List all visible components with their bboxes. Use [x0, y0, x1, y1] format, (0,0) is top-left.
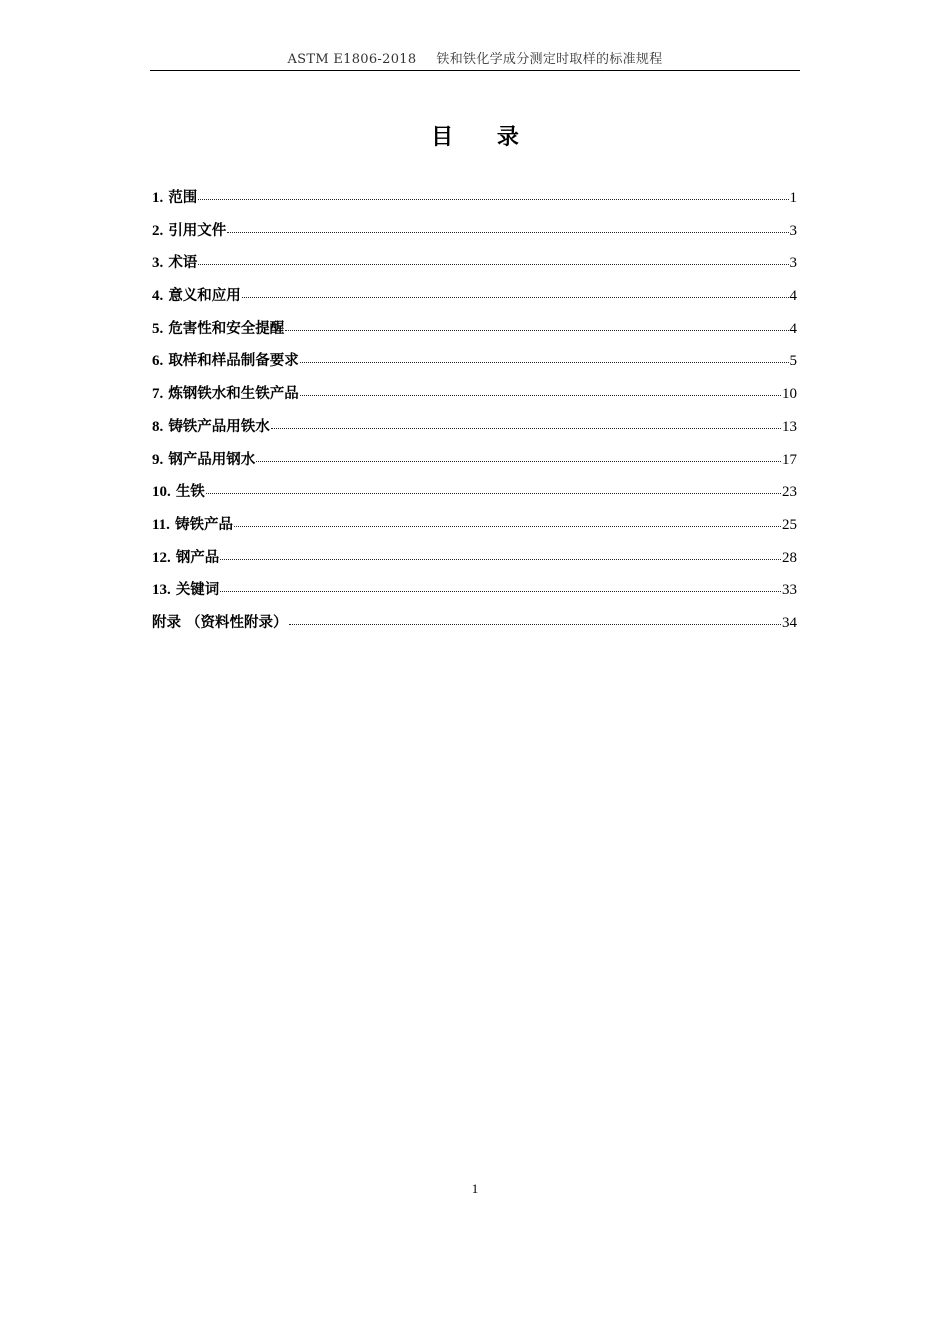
toc-leader-dots	[285, 329, 788, 331]
toc-entry-page: 25	[782, 516, 797, 533]
header-rule	[150, 70, 800, 71]
toc-entry-text: 范围	[168, 190, 198, 206]
toc-entry-label	[152, 186, 197, 207]
toc-entry-page: 10	[782, 386, 797, 403]
toc-leader-dots	[256, 460, 781, 462]
toc-entry[interactable]	[152, 284, 797, 317]
toc-entry-number: 7.	[152, 386, 164, 403]
toc-leader-dots	[242, 296, 789, 298]
toc-entry-number: 1.	[152, 190, 164, 206]
toc-entry-label	[152, 578, 219, 599]
toc-entry-label	[152, 219, 226, 240]
toc-entry-text: 生铁	[175, 484, 205, 501]
toc-title: 目 录	[431, 125, 537, 150]
toc-entry-label	[152, 284, 241, 305]
toc-leader-dots	[300, 361, 789, 363]
toc-entry-page: 1	[789, 190, 797, 206]
toc-entry[interactable]	[152, 317, 797, 350]
toc-entry-number: 8.	[152, 418, 164, 435]
toc-entry-page: 33	[782, 582, 797, 599]
toc-entry[interactable]	[152, 219, 797, 252]
toc-entry-text: 取样和样品制备要求	[168, 353, 299, 370]
toc-entry-label	[152, 382, 299, 403]
toc-entry[interactable]	[152, 251, 797, 284]
toc-entry-page: 3	[789, 222, 797, 239]
toc-entry-number: 3.	[152, 255, 164, 272]
toc-entry-page: 23	[782, 484, 797, 501]
toc-entry-text: 炼钢铁水和生铁产品	[168, 386, 299, 403]
toc-entry-page: 17	[782, 451, 797, 468]
table-of-contents	[152, 186, 797, 644]
toc-entry-page: 5	[789, 353, 797, 370]
toc-entry[interactable]	[152, 611, 797, 644]
toc-entry-text: 附录 （资料性附录）	[152, 614, 288, 631]
toc-entry[interactable]	[152, 513, 797, 546]
toc-entry-page: 13	[782, 418, 797, 435]
toc-entry-label	[152, 448, 255, 469]
toc-entry-text: 铸铁产品	[175, 516, 233, 533]
toc-entry-page: 34	[782, 614, 797, 631]
toc-entry[interactable]	[152, 448, 797, 481]
toc-leader-dots	[198, 263, 788, 265]
toc-leader-dots	[234, 525, 781, 527]
toc-entry-page: 28	[782, 549, 797, 566]
toc-entry-number: 10.	[152, 484, 171, 501]
toc-entry-label	[152, 611, 288, 632]
toc-entry-text: 钢产品	[175, 549, 220, 566]
toc-entry-text: 术语	[168, 255, 198, 272]
toc-leader-dots	[300, 394, 781, 396]
toc-entry[interactable]	[152, 382, 797, 415]
toc-leader-dots	[220, 590, 781, 592]
toc-entry-label	[152, 251, 197, 272]
toc-entry[interactable]	[152, 349, 797, 382]
toc-leader-dots	[227, 231, 788, 233]
toc-entry-text: 危害性和安全提醒	[168, 320, 285, 337]
toc-entry-text: 意义和应用	[168, 288, 241, 305]
toc-leader-dots	[289, 623, 781, 625]
toc-entry-label	[152, 415, 270, 436]
toc-entry-number: 4.	[152, 288, 164, 305]
toc-leader-dots	[271, 427, 781, 429]
toc-entry-label	[152, 546, 219, 567]
toc-entry[interactable]	[152, 480, 797, 513]
toc-entry[interactable]	[152, 546, 797, 579]
toc-entry-text: 钢产品用钢水	[168, 451, 256, 468]
toc-entry-number: 2.	[152, 222, 164, 239]
toc-entry-number: 5.	[152, 320, 164, 337]
toc-entry-page: 3	[789, 255, 797, 272]
toc-entry-number: 6.	[152, 353, 164, 370]
header-standard: ASTM E1806-2018	[287, 52, 417, 67]
toc-entry[interactable]	[152, 415, 797, 448]
page-number: 1	[471, 1181, 479, 1196]
toc-entry-page: 4	[789, 288, 797, 305]
toc-entry-label	[152, 513, 233, 534]
toc-entry-label	[152, 317, 284, 338]
running-header	[150, 48, 800, 67]
toc-entry-label	[152, 349, 299, 370]
toc-leader-dots	[220, 558, 781, 560]
toc-leader-dots	[206, 492, 781, 494]
toc-entry-text: 引用文件	[168, 222, 227, 239]
toc-entry-number: 12.	[152, 549, 171, 566]
toc-entry[interactable]	[152, 186, 797, 219]
toc-leader-dots	[198, 198, 788, 200]
toc-entry-page: 4	[789, 320, 797, 337]
header-title: 铁和铁化学成分测定时取样的标准规程	[436, 52, 663, 67]
toc-entry-number: 9.	[152, 451, 164, 468]
toc-entry-label	[152, 480, 205, 501]
toc-entry-number: 11.	[152, 516, 170, 533]
toc-entry-text: 铸铁产品用铁水	[168, 418, 270, 435]
toc-entry-text: 关键词	[175, 582, 220, 599]
toc-entry-number: 13.	[152, 582, 171, 599]
toc-entry[interactable]	[152, 578, 797, 611]
